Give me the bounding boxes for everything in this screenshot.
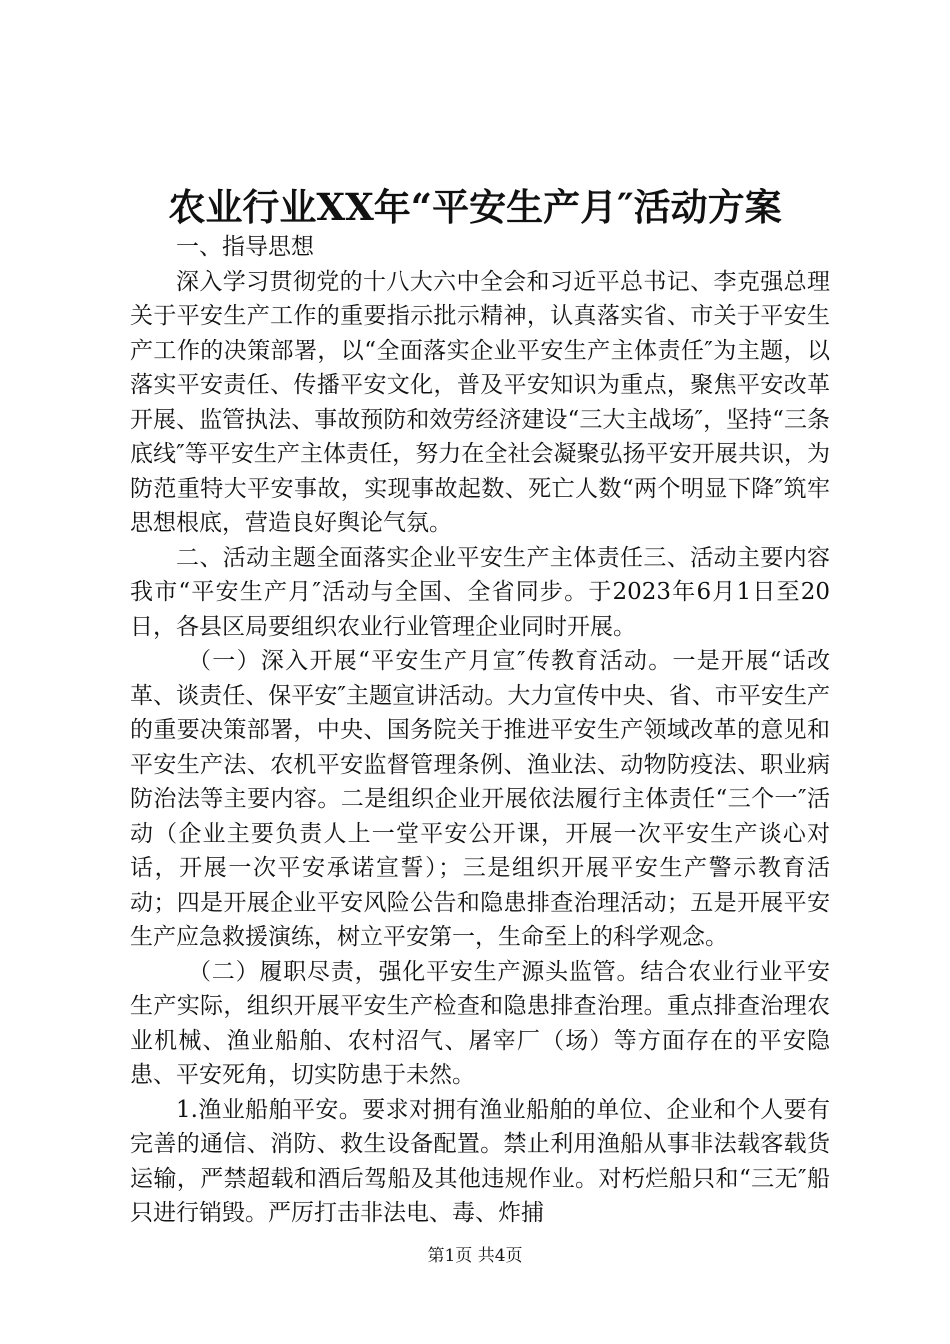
page-number: 第1页 共4页 — [427, 1246, 523, 1266]
paragraph-guiding-ideology: 深入学习贯彻党的十八大六中全会和习近平总书记、李克强总理关于平安生产工作的重要指示批示精神，认真落实省、市关于平安生产工作的决策部署，以“全面落实企业平安生产主体责任″为主题，以落实平安责任、传播平安文化，普及平安知识为重点，聚焦平安改革开展、监管执法、事故预防和效劳经济建设“三大主战场″，坚持“三条底线″等平安生产主体责任，努力在全社会凝聚弘扬平安开展共识，为防范重特大平安事故，实现事故起数、死亡人数“两个明显下降″筑牢思想根底，营造良好舆论气氛。 — [130, 268, 830, 536]
paragraph-activity-theme: 二、活动主题全面落实企业平安生产主体责任三、活动主要内容我市“平安生产月″活动与全国、全省同步。于2023年6月1日至20日，各县区局要组织农业行业管理企业同时开展。 — [130, 544, 830, 640]
section-heading-guiding-ideology: 一、指导思想 — [176, 234, 314, 260]
document-body — [130, 230, 830, 1231]
document-title: 农业行业XX年“平安生产月″活动方案 — [168, 185, 782, 229]
paragraph-publicity-education: （一）深入开展“平安生产月宣″传教育活动。一是开展“话改革、谈责任、保平安″主题宣讲活动。大力宣传中央、省、市平安生产的重要决策部署，中央、国务院关于推进平安生产领域改革的意见和平安生产法、农机平安监督管理条例、渔业法、动物防疫法、职业病防治法等主要内容。二是组织企业开展依法履行主体责任“三个一″活动（企业主要负责人上一堂平安公开课，开展一次平安生产谈心对话，开展一次平安承诺宣誓）；三是组织开展平安生产警示教育活动；四是开展企业平安风险公告和隐患排查治理活动；五是开展平安生产应急救援演练，树立平安第一，生命至上的科学观念。 — [130, 648, 830, 950]
paragraph-fishing-vessel-safety: 1.渔业船舶平安。要求对拥有渔业船舶的单位、企业和个人要有完善的通信、消防、救生设备配置。禁止利用渔船从事非法载客载货运输，严禁超载和酒后驾船及其他违规作业。对朽烂船只和“三无″船只进行销毁。严厉打击非法电、毒、炸捕 — [130, 1096, 830, 1226]
paragraph-source-supervision: （二）履职尽责，强化平安生产源头监管。结合农业行业平安生产实际，组织开展平安生产检查和隐患排查治理。重点排查治理农业机械、渔业船舶、农村沼气、屠宰厂（场）等方面存在的平安隐患、平安死角，切实防患于未然。 — [130, 958, 830, 1088]
